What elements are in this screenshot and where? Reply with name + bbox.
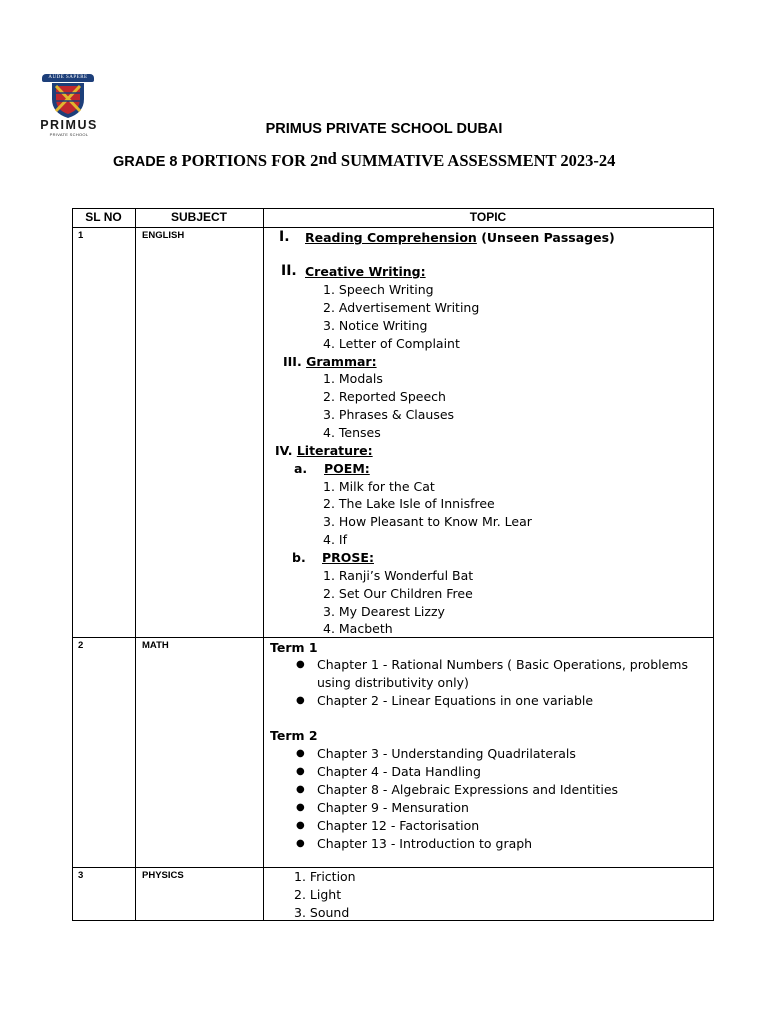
header-topic: TOPIC: [469, 210, 507, 224]
list-item: 3. My Dearest Lizzy: [323, 604, 445, 619]
list-item: 1. Ranji’s Wonderful Bat: [323, 568, 474, 583]
list-item: 2. Light: [294, 887, 342, 902]
list-item: 4. Macbeth: [323, 621, 393, 636]
header-subject: SUBJECT: [170, 210, 227, 224]
bullet-icon: ●: [296, 802, 305, 813]
reading-comprehension-title: Reading Comprehension: [305, 230, 477, 245]
bullet-icon: ●: [296, 659, 305, 670]
poem-label: a.: [294, 461, 308, 476]
english-section-4: [275, 443, 373, 458]
english-section-1: [305, 230, 615, 245]
list-item: 2. Reported Speech: [323, 389, 446, 404]
bullet-icon: ●: [296, 784, 305, 795]
literature-num: IV.: [275, 443, 297, 458]
bullet-icon: ●: [296, 748, 305, 759]
list-item: 4. If: [323, 532, 347, 547]
shield-icon: [48, 81, 88, 119]
list-item: using distributivity only): [317, 675, 469, 690]
list-item: 4. Tenses: [323, 425, 381, 440]
bullet-icon: ●: [296, 766, 305, 777]
english-section-1-num: I.: [279, 229, 290, 245]
row1-sl: 1: [78, 230, 84, 241]
row3-sl: 3: [78, 870, 84, 881]
prose-title: PROSE:: [322, 550, 374, 565]
page-title: [113, 151, 615, 171]
logo-motto: AUDE SAPERE: [42, 74, 94, 82]
list-item: 3. Sound: [294, 905, 350, 920]
list-item: Chapter 9 - Mensuration: [317, 800, 469, 815]
list-item: 3. Notice Writing: [323, 318, 428, 333]
list-item: 1. Modals: [323, 371, 383, 386]
row2-subject: MATH: [142, 640, 169, 651]
list-item: 2. The Lake Isle of Innisfree: [323, 496, 495, 511]
term2-label: Term 2: [270, 728, 318, 743]
list-item: 1. Friction: [294, 869, 356, 884]
prose-label: b.: [292, 550, 306, 565]
poem-title: POEM:: [324, 461, 370, 476]
title-portions: PORTIONS FOR 2: [181, 151, 319, 170]
list-item: Chapter 2 - Linear Equations in one variable: [317, 693, 594, 708]
title-sup: nd: [318, 149, 337, 168]
list-item: 1. Speech Writing: [323, 282, 434, 297]
bullet-icon: ●: [296, 838, 305, 849]
reading-comprehension-note: (Unseen Passages): [476, 230, 615, 245]
list-item: 2. Set Our Children Free: [323, 586, 473, 601]
logo-name: PRIMUS: [40, 118, 98, 132]
title-assessment: SUMMATIVE ASSESSMENT 2023-24: [336, 151, 616, 170]
list-item: 4. Letter of Complaint: [323, 336, 460, 351]
bullet-icon: ●: [296, 695, 305, 706]
row3-subject: PHYSICS: [142, 870, 184, 881]
english-section-3: [283, 354, 377, 369]
school-name: PRIMUS PRIVATE SCHOOL DUBAI: [265, 121, 503, 137]
row1-subject: ENGLISH: [142, 230, 185, 241]
term1-label: Term 1: [270, 640, 318, 655]
literature-title: Literature:: [296, 443, 373, 458]
grammar-num: III.: [283, 354, 307, 369]
english-section-2-num: II.: [281, 263, 297, 279]
list-item: Chapter 8 - Algebraic Expressions and Identities: [317, 782, 619, 797]
list-item: Chapter 4 - Data Handling: [317, 764, 481, 779]
list-item: 3. How Pleasant to Know Mr. Lear: [323, 514, 532, 529]
creative-writing-title: Creative Writing:: [305, 264, 426, 279]
list-item: 3. Phrases & Clauses: [323, 407, 455, 422]
list-item: Chapter 13 - Introduction to graph: [317, 836, 533, 851]
header-sl-no: SL NO: [85, 210, 122, 224]
list-item: 2. Advertisement Writing: [323, 300, 480, 315]
list-item: Chapter 12 - Factorisation: [317, 818, 480, 833]
list-item: Chapter 3 - Understanding Quadrilaterals: [317, 746, 576, 761]
logo-subtitle: PRIVATE SCHOOL: [49, 132, 89, 137]
list-item: Chapter 1 - Rational Numbers ( Basic Operations, problems: [317, 657, 688, 672]
title-grade: GRADE 8: [113, 154, 182, 170]
grammar-title: Grammar:: [306, 354, 377, 369]
list-item: 1. Milk for the Cat: [323, 479, 435, 494]
bullet-icon: ●: [296, 820, 305, 831]
row2-sl: 2: [78, 640, 84, 651]
